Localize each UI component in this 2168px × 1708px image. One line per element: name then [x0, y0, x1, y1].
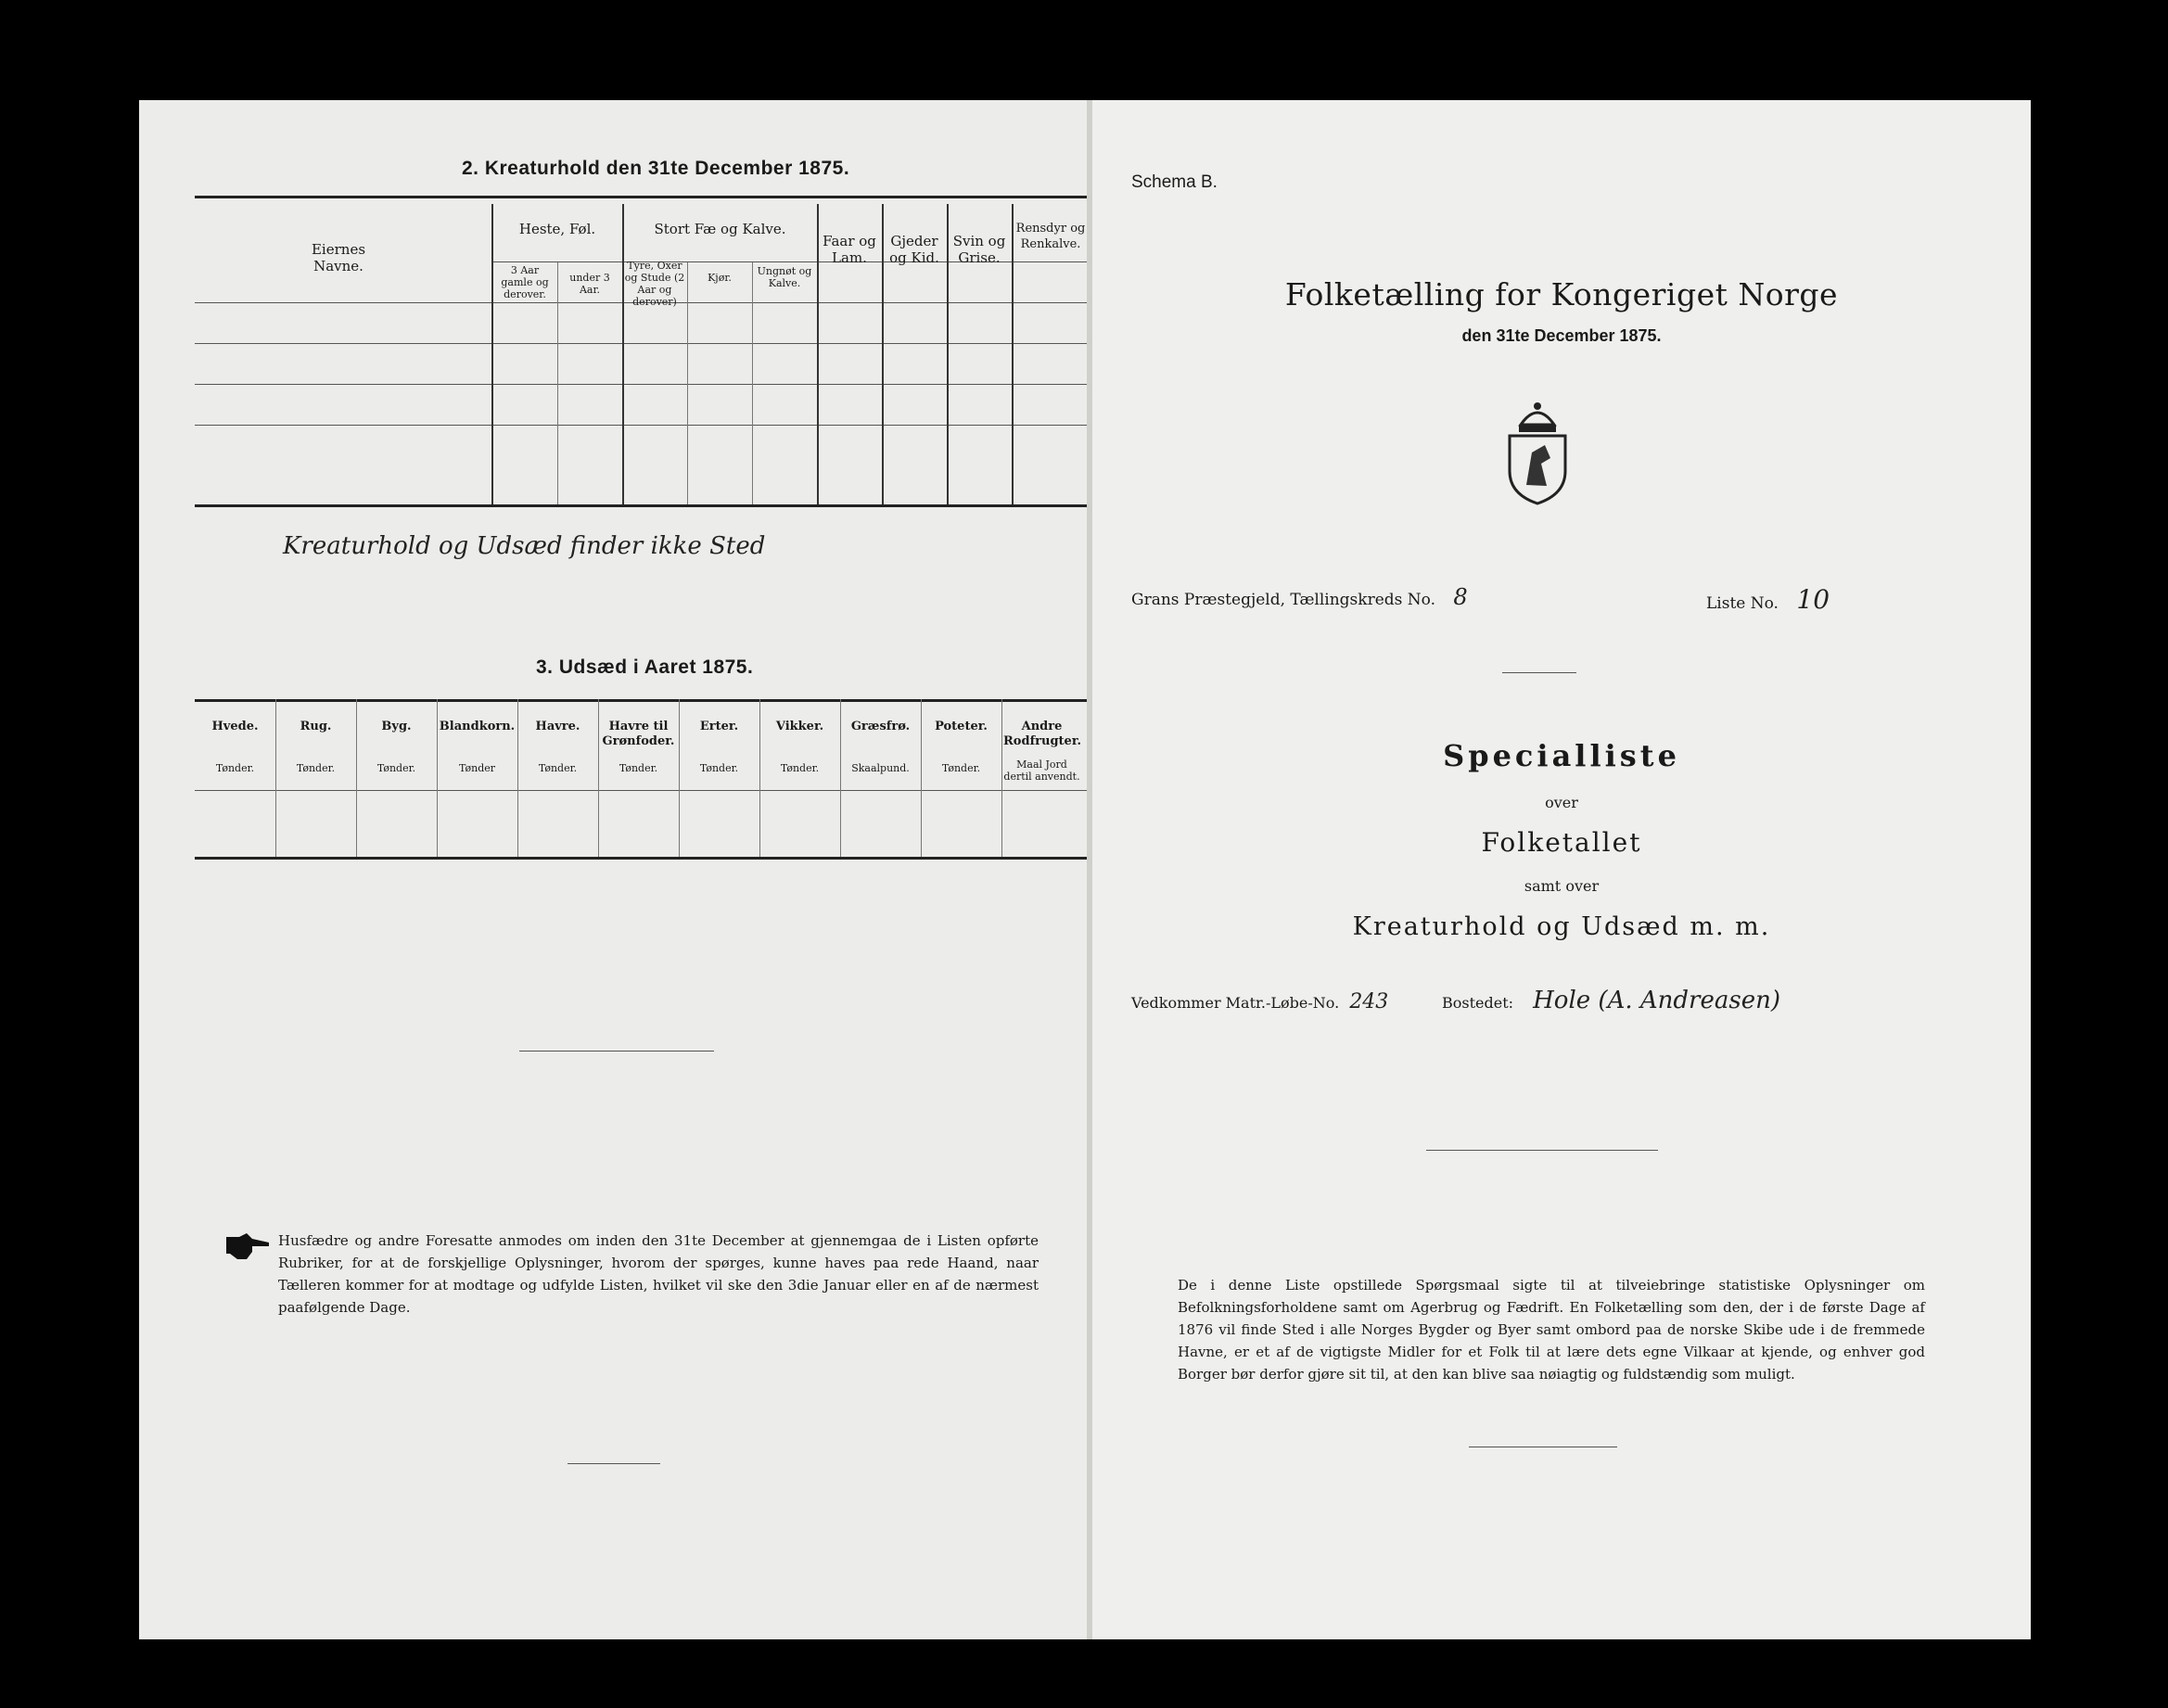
table-col-rule — [752, 262, 753, 504]
section3-col-name: Rug. — [300, 720, 332, 733]
section3-col-name: Poteter. — [935, 720, 988, 733]
table-col-rule — [437, 699, 438, 857]
section3-col-unit: Tønder. — [376, 762, 416, 774]
table-rule — [195, 504, 1122, 507]
table-rule — [195, 196, 1122, 198]
specialliste-heading: Specialliste — [1443, 738, 1680, 773]
heste-sub-1: under 3 Aar. — [569, 272, 610, 296]
stortfae-sub-2: Ungnøt og Kalve. — [757, 265, 812, 289]
faar-col-header: Faar og Lam. — [823, 233, 876, 266]
owner-col-header: Eiernes Navne. — [311, 241, 366, 274]
section3-col-unit: Tønder. — [296, 762, 336, 774]
householder-notice: Husfædre og andre Foresatte anmodes om inden den 31te December at gjennemgaa de i Listen opførte Rubriker, for at de forskjellige Oplysninger, hvorom der spørges, kunne haves paa rede Haand, naar Tælleren kommer for at modtage og udfylde Listen, hvilket vil ske den 3die Januar eller en af de nærmest paafølgende Dage. — [278, 1232, 1039, 1316]
pointing-hand-icon — [224, 1231, 271, 1263]
section3-col-name: Erter. — [699, 720, 739, 733]
table-col-rule — [491, 204, 493, 504]
purpose-text: De i denne Liste opstillede Spørgsmaal sigte til at tilveiebringe statistiske Oplysninger om Befolkningsforholdene samt om Agerbrug og Fædrift. En Folketælling som den, der i de første Dage af 1876 vil finde Sted i alle Norges Bygder og Byer samt ombord paa de norske Skibe ude i de fremmede Havne, er et af de vigtigste Midler for et Folk til at lære dets egne Vilkaar at kjende, og enhver god Borger bør derfor gjøre sit til, at den kan blive saa nøiagtig og fuldstændig som muligt. — [1178, 1277, 1925, 1383]
table-col-rule — [679, 699, 680, 857]
section3-col-name: Havre til Grønfoder. — [602, 720, 675, 748]
schema-label: Schema B. — [1131, 172, 1218, 192]
section2-title: 2. Kreaturhold den 31te December 1875. — [462, 158, 850, 179]
right-page — [1092, 100, 2031, 1639]
table-col-rule — [356, 699, 357, 857]
stortfae-sub-0: Tyre, Oxer og Stude (2 Aar og derover) — [624, 260, 685, 308]
gjeder-col-header: Gjeder og Kid. — [889, 233, 939, 266]
heste-sub-0: 3 Aar gamle og derover. — [501, 264, 549, 300]
kreds-number: 8 — [1453, 584, 1468, 610]
section3-col-name: Græsfrø. — [850, 720, 911, 733]
section3-col-unit: Tønder. — [538, 762, 578, 774]
section3-col-unit: Tønder. — [941, 762, 981, 774]
table-rule — [195, 384, 1122, 385]
section3-col-unit: Tønder. — [215, 762, 255, 774]
svin-col-header: Svin og Grise. — [952, 233, 1006, 266]
table-rule — [195, 425, 1122, 426]
table-col-rule — [598, 699, 599, 857]
over-text: over — [1545, 794, 1578, 811]
matr-number: 243 — [1349, 990, 1389, 1013]
table-col-rule — [759, 699, 760, 857]
prestegjeld-label: Grans Præstegjeld, Tællingskreds No. — [1131, 591, 1435, 609]
section3-col-name: Byg. — [381, 720, 412, 733]
section3-col-unit: Tønder — [459, 762, 495, 774]
left-page — [139, 100, 1090, 1639]
stortfae-group-header: Stort Fæ og Kalve. — [654, 221, 786, 237]
section3-col-name: Blandkorn. — [439, 720, 516, 733]
liste-number: 10 — [1796, 584, 1830, 615]
table-rule — [195, 790, 1122, 791]
census-title: Folketælling for Kongeriget Norge — [1284, 276, 1839, 312]
section3-col-unit: Maal Jord dertil anvendt. — [1003, 758, 1080, 783]
kreaturhold-heading: Kreaturhold og Udsæd m. m. — [1352, 912, 1771, 941]
table-col-rule — [840, 699, 841, 857]
heste-group-header: Heste, Føl. — [518, 221, 596, 237]
section3-col-name: Andre Rodfrugter. — [1003, 720, 1082, 748]
census-date: den 31te December 1875. — [1461, 326, 1662, 345]
section3-col-unit: Tønder. — [699, 762, 739, 774]
section3-title: 3. Udsæd i Aaret 1875. — [536, 656, 754, 678]
table-col-rule — [275, 699, 276, 857]
stortfae-sub-1: Kjør. — [708, 272, 732, 284]
liste-line — [1706, 584, 1830, 615]
table-col-rule — [687, 262, 688, 504]
divider — [1426, 1150, 1658, 1151]
section3-col-unit: Tønder. — [780, 762, 820, 774]
folketallet-heading: Folketallet — [1481, 827, 1642, 858]
bosted-line — [1442, 987, 1780, 1014]
table-col-rule — [517, 699, 518, 857]
rensdyr-col-header: Rensdyr og Renkalve. — [1015, 222, 1086, 251]
divider — [519, 1051, 714, 1052]
samt-over-text: samt over — [1524, 877, 1600, 895]
section3-col-unit: Tønder. — [619, 762, 658, 774]
bosted-value: Hole (A. Andreasen) — [1533, 987, 1780, 1014]
handwritten-note: Kreaturhold og Udsæd finder ikke Sted — [283, 532, 766, 560]
prestegjeld-line — [1131, 584, 1468, 610]
section3-col-name: Vikker. — [775, 720, 824, 733]
matr-line — [1131, 990, 1388, 1013]
divider — [568, 1463, 660, 1464]
section3-col-name: Havre. — [535, 720, 580, 733]
table-rule — [492, 261, 1122, 262]
section3-col-unit: Skaalpund. — [851, 762, 910, 774]
table-col-rule — [921, 699, 922, 857]
table-col-rule — [1001, 699, 1002, 857]
table-rule — [195, 857, 1122, 860]
table-col-rule — [557, 262, 558, 504]
coat-of-arms-icon — [1500, 397, 1575, 508]
matr-label: Vedkommer Matr.-Løbe-No. — [1131, 994, 1340, 1012]
liste-label: Liste No. — [1706, 594, 1779, 613]
section3-col-name: Hvede. — [211, 720, 259, 733]
table-rule — [195, 699, 1122, 702]
bosted-label: Bostedet: — [1442, 994, 1514, 1012]
table-col-rule — [622, 204, 624, 504]
divider — [1502, 672, 1576, 673]
table-rule — [195, 343, 1122, 344]
